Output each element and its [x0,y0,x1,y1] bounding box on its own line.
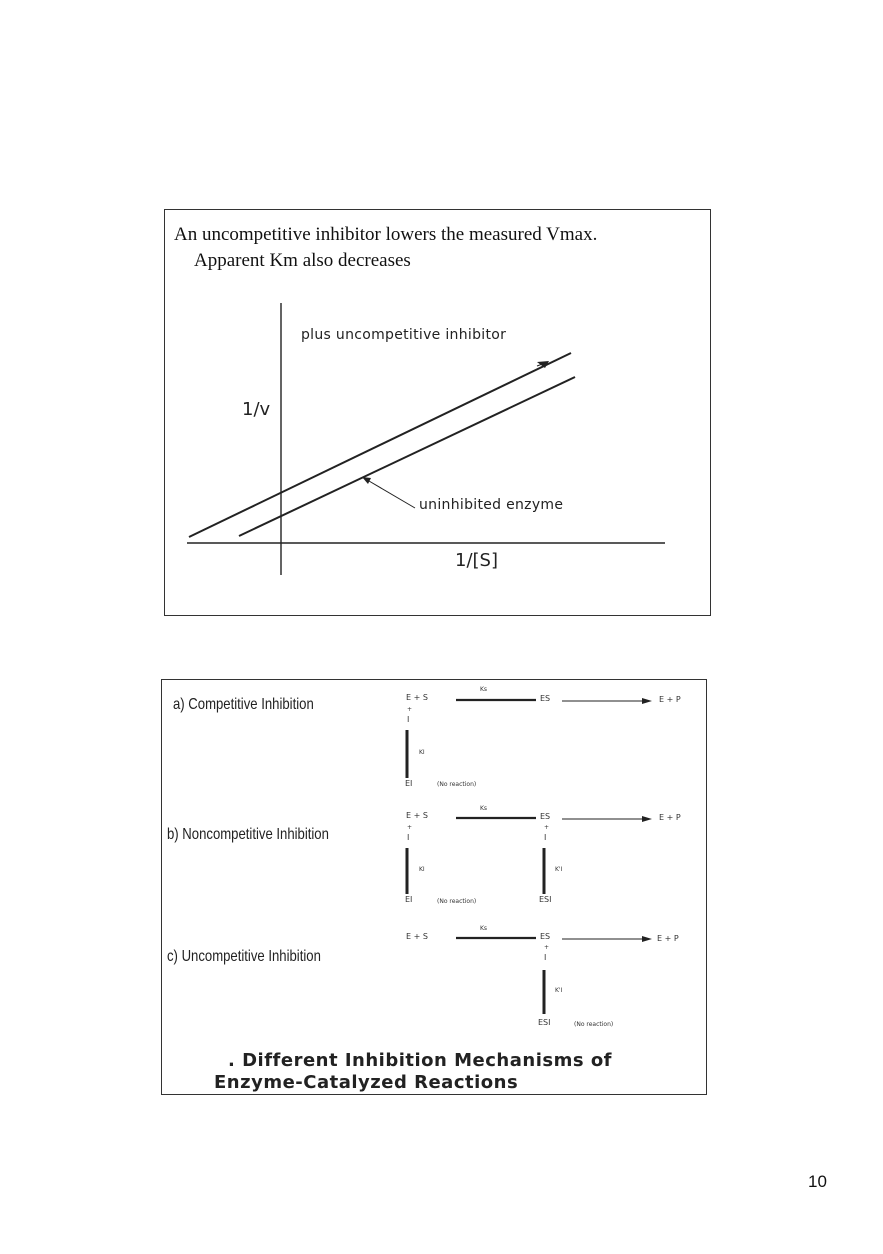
noncompetitive-ks: Ks [480,805,488,812]
competitive-es: ES [540,694,551,703]
noncompetitive-no-reaction: (No reaction) [437,898,477,905]
inhibited-line-label: plus uncompetitive inhibitor [301,327,507,343]
mechanism-diagram-arrows [162,680,706,1094]
noncompetitive-plus-left: + [407,824,413,831]
competitive-plus: + [407,706,413,713]
competitive-title: a) Competitive Inhibition [173,696,314,713]
caption-line1: . Different Inhibition Mechanisms of [228,1050,613,1071]
caption-line2: Enzyme-Catalyzed Reactions [214,1072,519,1093]
y-axis-label: 1/v [242,399,271,420]
x-axis-label: 1/[S] [455,550,498,571]
competitive-ks: Ks [480,686,488,693]
noncompetitive-esi: ESI [539,895,552,904]
noncompetitive-products: E + P [659,813,681,822]
uncompetitive-title: c) Uncompetitive Inhibition [167,948,321,965]
noncompetitive-title: b) Noncompetitive Inhibition [167,826,329,843]
uncompetitive-plus: + [544,944,550,951]
uncompetitive-no-reaction: (No reaction) [574,1021,614,1028]
competitive-no-reaction: (No reaction) [437,781,477,788]
slide-inhibition-mechanisms [161,679,707,1095]
noncompetitive-ki-prime: K'I [555,866,563,873]
noncompetitive-reactants: E + S [406,811,428,820]
uncompetitive-es: ES [540,932,551,941]
competitive-ei: EI [405,779,413,788]
slide1-heading-line1: An uncompetitive inhibitor lowers the measured Vmax. [174,224,598,245]
competitive-products: E + P [659,695,681,704]
uncompetitive-ki-prime: K'I [555,987,563,994]
page-number: 10 [808,1172,827,1191]
slide1-heading-line2: Apparent Km also decreases [194,250,411,271]
competitive-reactants: E + S [406,693,428,702]
uncompetitive-esi: ESI [538,1018,551,1027]
competitive-ki: KI [419,749,425,756]
uncompetitive-products: E + P [657,934,679,943]
competitive-inhibitor: I [407,715,410,724]
uncompetitive-reactants: E + S [406,932,428,941]
noncompetitive-ei: EI [405,895,413,904]
uninhibited-line-label: uninhibited enzyme [419,497,564,513]
noncompetitive-ki: KI [419,866,425,873]
uncompetitive-inhibitor: I [544,953,547,962]
uncompetitive-ks: Ks [480,925,488,932]
slide-uncompetitive-plot [164,209,711,616]
noncompetitive-inhibitor-right: I [544,833,547,842]
noncompetitive-plus-right: + [544,824,550,831]
noncompetitive-inhibitor-left: I [407,833,410,842]
uninhibited-pointer-arrowhead [362,477,371,484]
uninhibited-pointer [369,481,415,508]
noncompetitive-es: ES [540,812,551,821]
